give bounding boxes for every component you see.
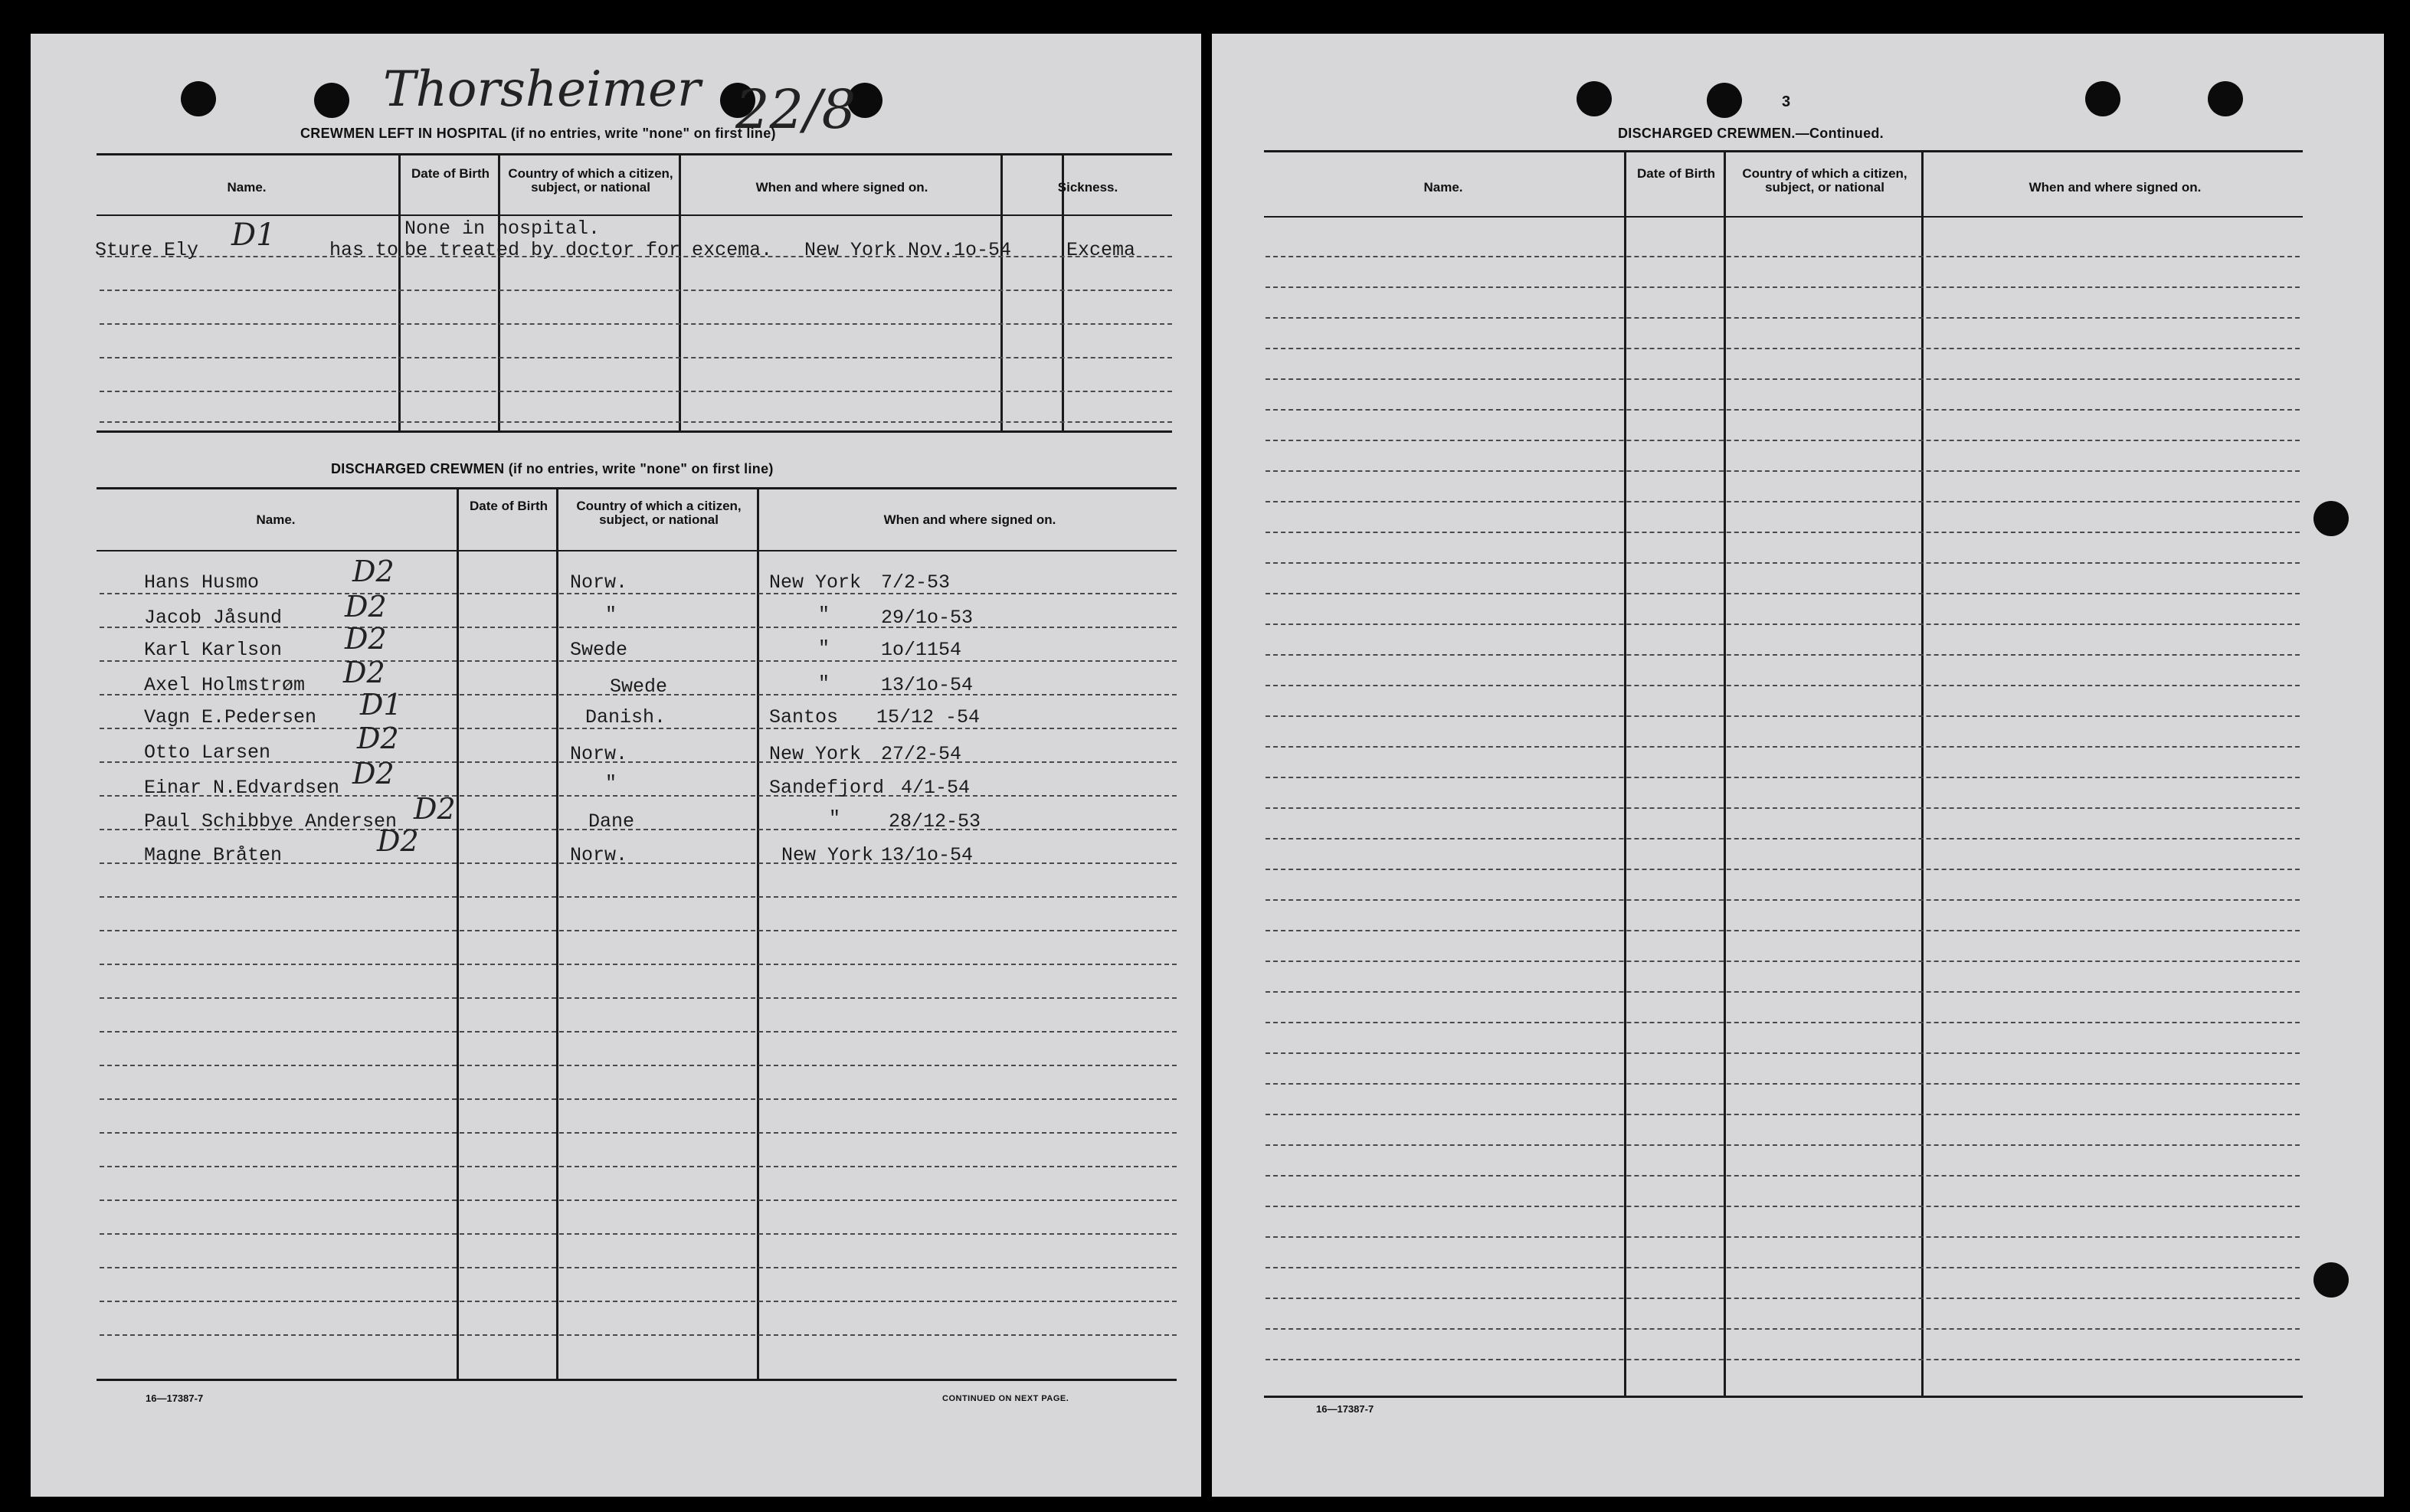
crew-country: Norw. [570,571,628,594]
crew-country: Swede [570,639,628,661]
col-header-date-of-birth: Date of Birth [411,166,490,181]
right-col-header-date-of-birth: Date of Birth [1637,166,1715,181]
discharged-col-header-date-of-birth: Date of Birth [470,499,548,513]
hospital-note-part2: be treated by doctor for excema. [404,239,773,261]
crew-country: Dane [588,810,635,833]
crew-country: Danish. [585,706,666,728]
punch-hole [1577,81,1612,116]
crew-signed-date: 29/1o-53 [881,607,974,629]
crew-mark: D2 [357,722,399,755]
crew-country: " [605,604,617,626]
hospital-sickness: Excema [1066,239,1136,261]
crew-name: Einar N.Edvardsen [144,777,340,799]
handwritten-number: 22/8 [735,78,856,141]
hospital-note-part1: has to [329,239,399,261]
punch-hole [314,83,349,118]
crew-signed-place: " [818,637,830,659]
crew-signed-place: " [818,604,830,626]
crew-country: Swede [610,676,668,698]
crew-name: Karl Karlson [144,639,283,661]
crew-name: Axel Holmstrøm [144,674,306,696]
crew-name: Vagn E.Pedersen [144,706,317,728]
right-col-header-country: Country of which a citizen, subject, or national [1742,166,1907,195]
punch-hole [181,81,216,116]
right-col-header-name: Name. [1423,180,1463,195]
punch-hole [2085,81,2120,116]
crew-country: " [605,772,617,794]
crew-signed-place: " [818,673,830,695]
crew-signed-place: New York [781,844,874,866]
crew-signed-date: 7/2-53 [881,571,951,594]
crew-mark: D2 [352,757,395,790]
col-header-sickness: Sickness. [1057,180,1118,195]
punch-hole [1707,83,1742,118]
punch-hole [2313,1262,2349,1298]
crew-signed-date: 13/1o-54 [881,674,974,696]
hospital-crewman-name: Sture Ely [95,239,199,261]
hospital-crewman-mark: D1 [231,218,276,253]
discharged-col-header-signed-on: When and where signed on. [883,512,1056,527]
hospital-section-title: CREWMEN LEFT IN HOSPITAL (if no entries, write "none" on first line) [300,126,776,141]
crew-name: Magne Bråten [144,844,283,866]
handwritten-ship-name: Thorsheimer [383,61,701,118]
hospital-signed-on: New York Nov.1o-54 [804,239,1012,261]
form-number: 16—17387-7 [146,1393,204,1404]
discharged-col-header-name: Name. [256,512,296,527]
crew-country: Norw. [570,743,628,765]
crew-name: Otto Larsen [144,741,271,764]
crew-signed-place: New York [769,743,862,765]
crew-mark: D2 [377,824,419,858]
discharged-col-header-country: Country of which a citizen, subject, or national [576,499,742,527]
right-col-header-signed-on: When and where signed on. [2029,180,2202,195]
crew-signed-date: 1o/1154 [881,639,962,661]
crew-mark: D2 [414,792,456,826]
punch-hole [2313,501,2349,536]
form-number: 16—17387-7 [1316,1403,1374,1415]
discharged-section-title: DISCHARGED CREWMEN (if no entries, write "none" on first line) [331,461,774,476]
crew-mark: D2 [352,555,395,588]
crew-signed-place: Santos [769,706,839,728]
punch-hole [2208,81,2243,116]
col-header-country: Country of which a citizen, subject, or national [508,166,673,195]
col-header-name: Name. [227,180,267,195]
left-page [31,34,1201,1497]
crew-name: Paul Schibbye Andersen [144,810,398,833]
crew-mark: D2 [343,656,385,689]
crew-name: Jacob Jåsund [144,607,283,629]
crew-mark: D2 [345,622,387,656]
crew-country: Norw. [570,844,628,866]
crew-signed-place: " [829,807,841,830]
crew-name: Hans Husmo [144,571,260,594]
hospital-none-entry: None in hospital. [404,218,601,240]
right-page [1212,34,2384,1497]
crew-signed-date: 4/1-54 [901,777,971,799]
page-number: 3 [1782,93,1791,110]
crew-signed-place: New York [769,571,862,594]
crew-signed-date: 28/12-53 [889,810,981,833]
col-header-signed-on: When and where signed on. [755,180,928,195]
crew-signed-place: Sandefjord [769,777,885,799]
right-section-title: DISCHARGED CREWMEN.—Continued. [1618,126,1884,141]
crew-signed-date: 27/2-54 [881,743,962,765]
crew-signed-date: 15/12 -54 [876,706,981,728]
continued-note: CONTINUED ON NEXT PAGE. [942,1394,1069,1403]
crew-mark: D2 [345,590,387,623]
crew-signed-date: 13/1o-54 [881,844,974,866]
crew-mark: D1 [360,688,402,722]
